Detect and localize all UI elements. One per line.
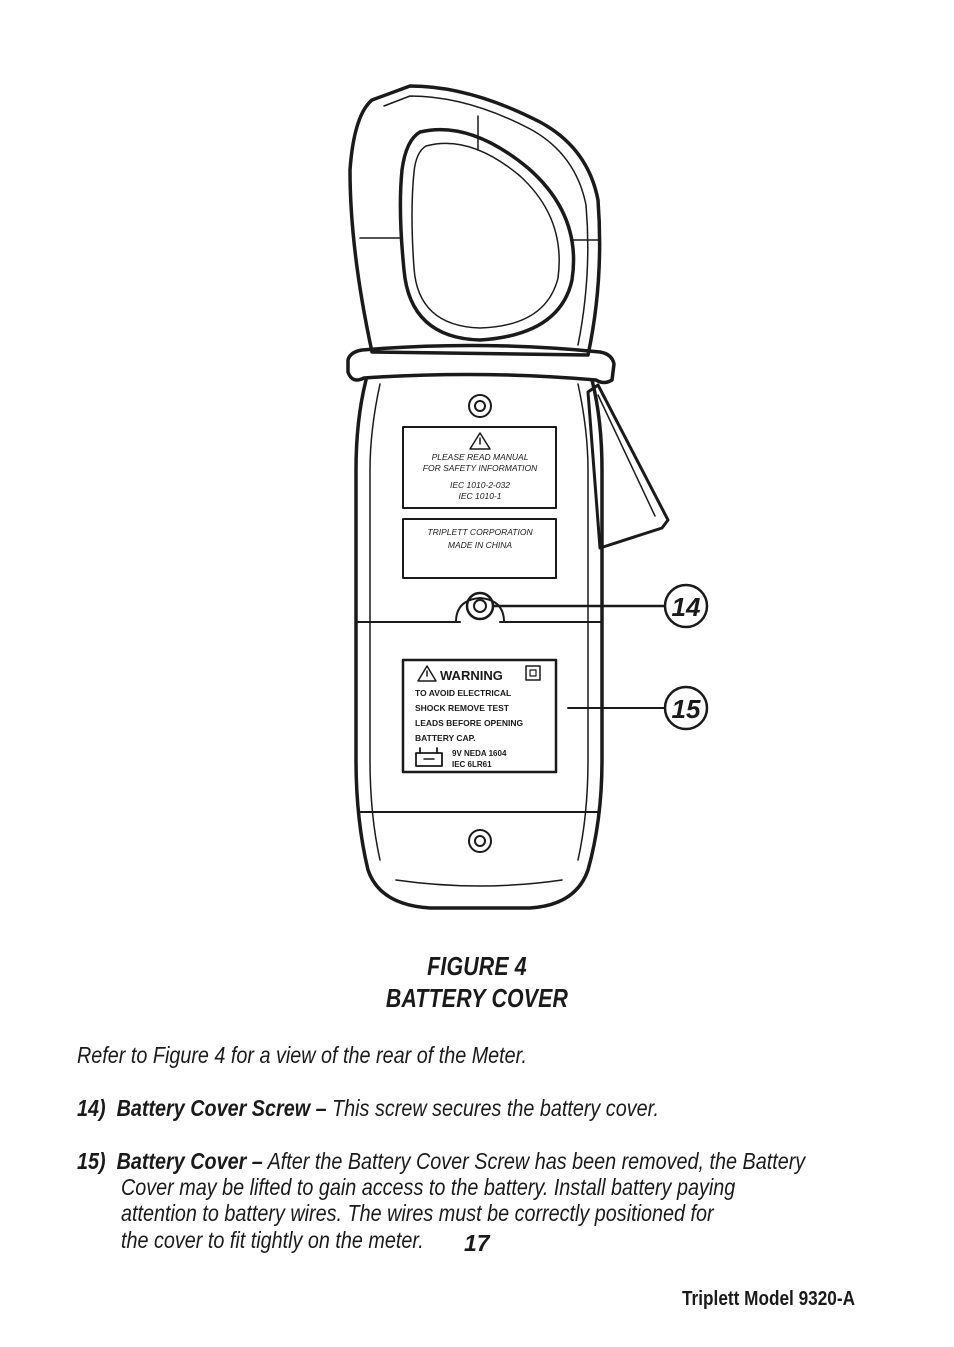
safety-line4: IEC 1010-1 (458, 491, 502, 501)
safety-line1: PLEASE READ MANUAL (431, 452, 529, 462)
double-insulation-icon (526, 666, 540, 680)
item-15-line2: Cover may be lifted to gain access to the battery. Install battery paying (121, 1174, 736, 1200)
item-15-line3: attention to battery wires. The wires must be correctly positioned for (121, 1200, 714, 1226)
battery-spec1: 9V NEDA 1604 (452, 749, 507, 758)
battery-spec2: IEC 6LR61 (452, 760, 492, 769)
figure-caption-number: FIGURE 4 (427, 951, 527, 981)
trigger-lever (588, 385, 668, 548)
item-15-text: After the Battery Cover Screw has been removed, the Battery (262, 1148, 806, 1174)
jaw-opening (400, 130, 573, 340)
warning-line4: BATTERY CAP. (415, 733, 476, 743)
item-15 (77, 1148, 805, 1175)
warning-line2: SHOCK REMOVE TEST (415, 703, 509, 713)
footer-model: Triplett Model 9320-A (682, 1288, 855, 1310)
item-15-line4: the cover to fit tightly on the meter. (121, 1227, 424, 1253)
battery-cover-screw (467, 593, 493, 619)
callout-14-number: 14 (671, 592, 701, 622)
safety-line3: IEC 1010-2-032 (449, 480, 511, 490)
clamp-jaw (350, 86, 600, 355)
item-14-text: This screw secures the battery cover. (326, 1095, 659, 1121)
item-15-number: 15) (77, 1148, 106, 1174)
figure-caption-title: BATTERY COVER (385, 983, 569, 1013)
maker-line2: MADE IN CHINA (447, 540, 513, 550)
page-number: 17 (464, 1230, 490, 1256)
bottom-screw (469, 830, 491, 852)
item-14-number: 14) (77, 1095, 106, 1121)
safety-line2: FOR SAFETY INFORMATION (422, 463, 538, 473)
item-14 (77, 1095, 659, 1122)
intro-paragraph: Refer to Figure 4 for a view of the rear of the Meter. (77, 1042, 528, 1068)
maker-line1: TRIPLETT CORPORATION (427, 527, 533, 537)
item-14-term: Battery Cover Screw – (116, 1095, 327, 1121)
warning-title: WARNING (440, 668, 503, 683)
battery-icon (416, 748, 442, 766)
warning-line1: TO AVOID ELECTRICAL (415, 688, 512, 698)
item-15-term: Battery Cover – (116, 1148, 263, 1174)
top-screw (469, 395, 491, 417)
warning-line3: LEADS BEFORE OPENING (415, 718, 524, 728)
callout-15-number: 15 (671, 694, 701, 724)
